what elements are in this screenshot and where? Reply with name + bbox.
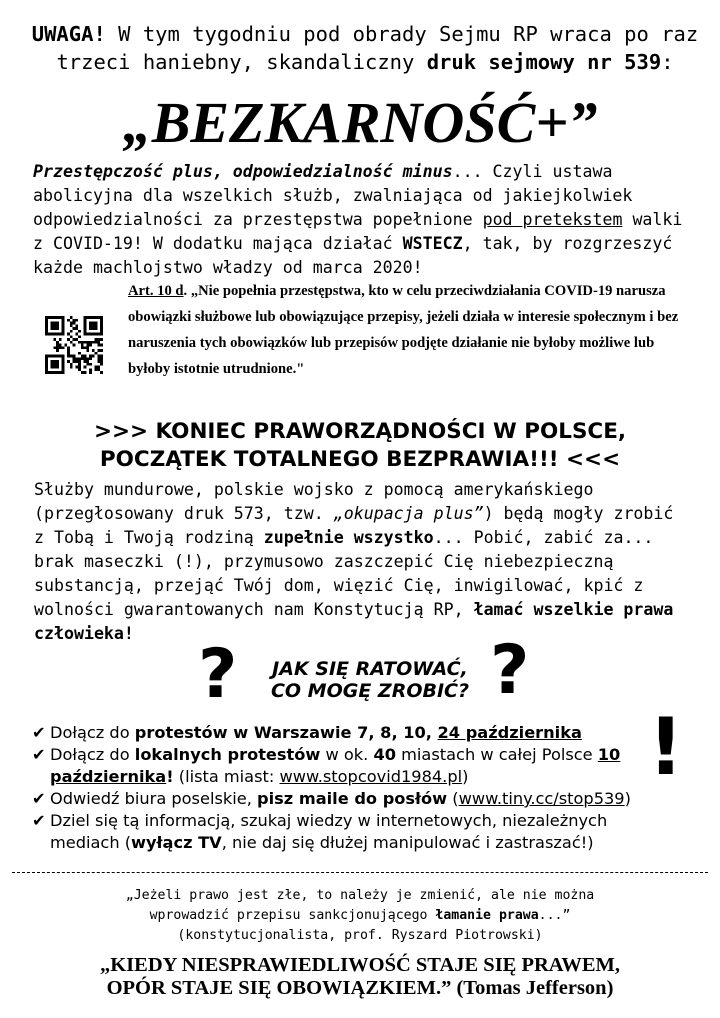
para1-text2: walki z COVID-19! W dodatku mająca działać — [33, 210, 683, 253]
para2-text2: ) będą mogły zrobić z Tobą i Twoją rodziną — [34, 504, 674, 547]
item2-text3: miastach w całej Polsce — [396, 745, 598, 764]
list-item — [32, 744, 672, 788]
prawa-label: łamać wszelkie prawa człowieka! — [34, 600, 674, 643]
item2-bold: lokalnych protestów — [134, 745, 321, 764]
check-icon: ✔ — [32, 811, 46, 830]
stopcovid-link[interactable]: www.stopcovid1984.pl — [279, 767, 463, 786]
item3-text3: ) — [624, 789, 631, 808]
question-mark-left: ? — [198, 635, 238, 714]
item3-text2: ( — [447, 789, 459, 808]
question-line-2: CO MOGĘ ZROBIĆ? — [270, 680, 470, 702]
question-mark-right: ? — [490, 631, 530, 710]
main-slogan: „BEZKARNOŚĆ+” — [122, 90, 598, 155]
para1-text3: , tak, by rozgrzeszyć każde machlojstwo władzy od marca 2020! — [33, 234, 673, 277]
para2-text3: ... Pobić, zabić za... brak maseczki (!), przymusowo zaszczepić Cię niebezpieczną substancją, przejąć Twój dom, więzić Cię, inwigilować, kpić z wolności gwarantowanych nam Konstytucją RP, — [34, 528, 654, 619]
wstecz-label: WSTECZ — [402, 234, 463, 253]
headline-line-1: >>> KONIEC PRAWORZĄDNOŚCI W POLSCE, — [93, 419, 627, 444]
druk-label: druk sejmowy nr 539 — [426, 50, 662, 74]
headline-line-2: POCZĄTEK TOTALNEGO BEZPRAWIA!!! <<< — [99, 447, 621, 472]
item3-bold: pisz maile do posłów — [257, 789, 448, 808]
list-item — [32, 810, 672, 854]
question-line-1: JAK SIĘ RATOWAĆ, — [272, 658, 468, 680]
item4-text2: , nie daj się dłużej manipulować i zastraszać!) — [221, 833, 594, 852]
quote1-bold: łamanie prawa — [435, 908, 539, 923]
intro-colon: : — [661, 50, 674, 74]
piotrowski-quote — [100, 886, 620, 946]
item2-text4: (lista miast: — [173, 767, 280, 786]
para2-text: Służby mundurowe, polskie wojsko z pomocą amerykańskiego (przegłosowany druk 573, tzw. — [34, 480, 594, 523]
services-paragraph — [34, 478, 684, 643]
check-icon: ✔ — [32, 723, 46, 742]
description-paragraph — [33, 160, 688, 280]
item1-text: Dołącz do — [50, 723, 135, 742]
item1-bold: protestów w Warszawie 7, 8, 10, — [134, 723, 438, 742]
jefferson-line-2: OPÓR STAJE SIĘ OBOWIĄZKIEM.” (Tomas Jefferson) — [106, 977, 614, 999]
quote1-text2: ...” (konstytucjonalista, prof. Ryszard Piotrowski) — [177, 908, 571, 943]
tiny-link[interactable]: www.tiny.cc/stop539 — [458, 789, 625, 808]
dashed-divider — [12, 872, 708, 873]
item4-bold: wyłącz TV — [131, 833, 222, 852]
uwaga-label: UWAGA! — [31, 22, 106, 46]
article-quote — [128, 278, 680, 382]
quote1-text: „Jeżeli prawo jest złe, to należy je zmienić, ale nie można wprowadzić przepisu sankcjonującego — [125, 888, 595, 923]
item2-exclam: ! — [166, 767, 174, 786]
check-icon: ✔ — [32, 745, 46, 764]
item2-text2: w ok. — [320, 745, 374, 764]
item2-text5: ) — [462, 767, 469, 786]
headline — [20, 418, 700, 474]
item2-count: 40 — [373, 745, 397, 764]
list-item — [32, 722, 672, 744]
check-icon: ✔ — [32, 789, 46, 808]
jefferson-quote — [30, 954, 690, 1000]
underlined-pretext: pod pretekstem — [482, 210, 623, 229]
okupacja-label: „okupacja plus” — [333, 504, 484, 523]
question-text — [250, 658, 490, 702]
article-text: . „Nie popełnia przestępstwa, kto w celu przeciwdziałania COVID-19 narusza obowiązki służbowe lub obowiązujące przepisy, jeżeli działa w interesie społecznym i bez naruszenia tych obowiązków lub przepisów podjęte działanie nie byłoby możliwe lub byłoby istotnie utrudnione." — [128, 283, 679, 377]
intro-text: W tym tygodniu pod obrady Sejmu RP wraca po raz trzeci haniebny, skandaliczny — [56, 22, 699, 74]
wszystko-label: zupełnie wszystko — [263, 528, 434, 547]
item2-text: Dołącz do — [50, 745, 135, 764]
item1-date: 24 października — [437, 723, 582, 742]
exclamation-mark: ! — [648, 703, 684, 793]
para1-text: ... Czyli ustawa abolicyjna dla wszelkich służb, zwalniająca od jakiejkolwiek odpowiedzialności za przestępstwa popełnione — [33, 162, 633, 229]
item2-date: 10 października — [50, 745, 621, 786]
list-item — [32, 788, 672, 810]
article-number: Art. 10 d — [128, 283, 184, 299]
action-list — [32, 722, 672, 854]
qr-code-icon — [45, 316, 103, 374]
item4-text: Dziel się tą informacją, szukaj wiedzy w internetowych, niezależnych mediach ( — [50, 811, 608, 852]
item3-text: Odwiedź biura poselskie, — [50, 789, 258, 808]
intro-paragraph — [30, 20, 700, 76]
jefferson-line-1: „KIEDY NIESPRAWIEDLIWOŚĆ STAJE SIĘ PRAWEM, — [99, 954, 620, 976]
lead-text: Przestępczość plus, odpowiedzialność minus — [33, 162, 453, 181]
